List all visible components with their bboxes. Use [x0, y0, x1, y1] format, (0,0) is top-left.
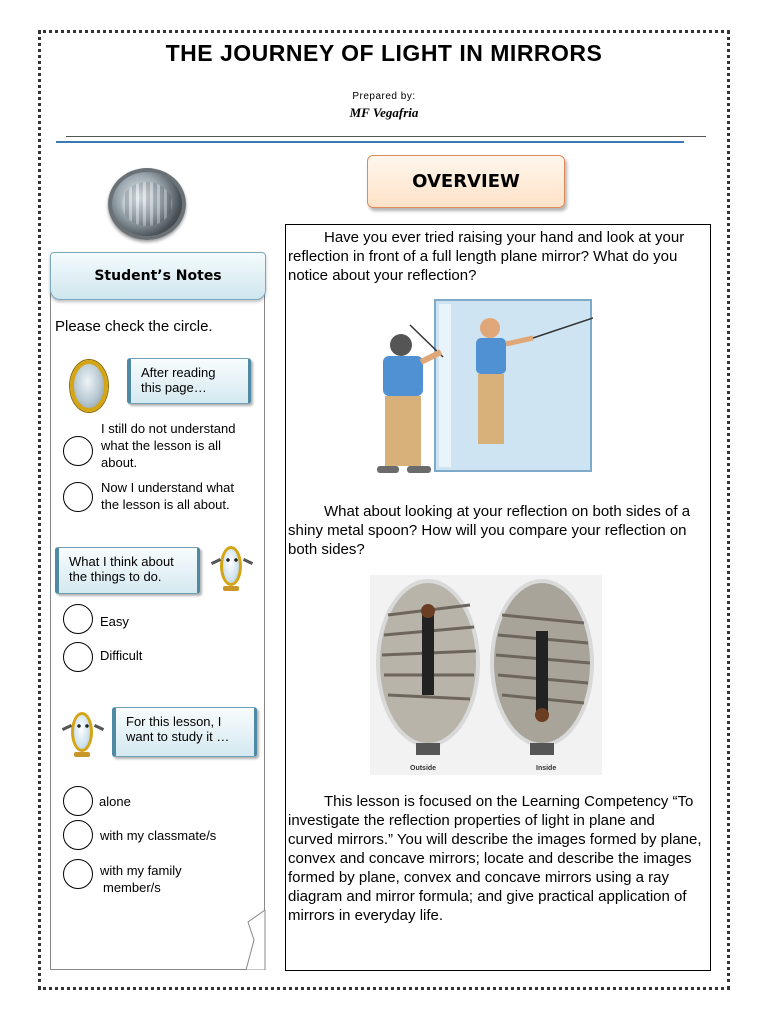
study-preference-note — [112, 707, 257, 757]
plane-mirror-illustration — [433, 298, 593, 473]
paragraph-spoon — [288, 502, 702, 559]
spoon-reflection-illustration — [370, 575, 602, 775]
convex-mirror-icon — [108, 168, 186, 240]
option-understand — [101, 479, 234, 513]
header-divider — [66, 136, 706, 137]
man-figure-icon — [365, 300, 445, 480]
paragraph-learning-competency — [288, 792, 702, 925]
things-to-do-note — [55, 547, 200, 594]
overview-heading: OVERVIEW — [367, 155, 565, 208]
gold-mirror-icon — [70, 360, 108, 412]
mirror-character-icon — [213, 546, 251, 592]
radio-easy[interactable] — [63, 604, 93, 634]
prepared-by-label: Prepared by: — [352, 91, 416, 102]
header-divider-blue — [56, 141, 684, 143]
mirror-character-icon — [64, 712, 102, 758]
option-line: I still do not understand — [101, 421, 236, 436]
instruction-text: Please check the circle. — [55, 318, 213, 335]
note-line: this page… — [141, 380, 207, 395]
paragraph-plane-mirror — [288, 228, 702, 285]
option-line: with my family — [100, 863, 182, 878]
option-family — [100, 862, 182, 896]
option-line: Now I understand what — [101, 480, 234, 495]
note-line: want to study it … — [126, 729, 230, 744]
option-line: what the lesson is all — [101, 438, 221, 453]
note-line: the things to do. — [69, 569, 162, 584]
note-line: What I think about — [69, 554, 174, 569]
option-difficult: Difficult — [100, 648, 143, 663]
radio-understand[interactable] — [63, 482, 93, 512]
option-line: member/s — [103, 880, 161, 895]
note-line: For this lesson, I — [126, 714, 222, 729]
paragraph-text: This lesson is focused on the Learning Competency “To investigate the reflection properties of light in plane and curved mirrors.” You will describe the images formed by plane, convex and concave mirrors; locate and describe the images formed by plane, convex and concave mirrors using a ray diagram and mirror formula; and give practical application of mirrors in everyday life. — [288, 793, 702, 924]
option-classmates: with my classmate/s — [100, 828, 217, 843]
option-line: about. — [101, 455, 138, 470]
option-easy: Easy — [100, 614, 129, 629]
option-alone: alone — [99, 794, 131, 809]
spoon-label-outside: Outside — [410, 765, 437, 772]
author-name: MF Vegafria — [349, 105, 419, 120]
radio-classmates[interactable] — [63, 820, 93, 850]
radio-not-understand[interactable] — [63, 436, 93, 466]
student-notes-banner: Student’s Notes — [50, 252, 266, 300]
paragraph-text: Have you ever tried raising your hand and look at your reflection in front of a full length plane mirror? What do you notice about your reflection? — [288, 229, 685, 284]
option-line: the lesson is all about. — [101, 497, 230, 512]
radio-difficult[interactable] — [63, 642, 93, 672]
radio-alone[interactable] — [63, 786, 93, 816]
option-not-understand — [101, 420, 235, 471]
page-title: THE JOURNEY OF LIGHT IN MIRRORS — [165, 40, 603, 66]
note-line: After reading — [141, 365, 216, 380]
paragraph-text: What about looking at your reflection on both sides of a shiny metal spoon? How will you compare your reflection on both sides? — [288, 503, 691, 558]
radio-family[interactable] — [63, 859, 93, 889]
after-reading-note — [127, 358, 251, 404]
page-curl-icon — [244, 910, 266, 970]
spoon-label-inside: Inside — [536, 765, 557, 772]
